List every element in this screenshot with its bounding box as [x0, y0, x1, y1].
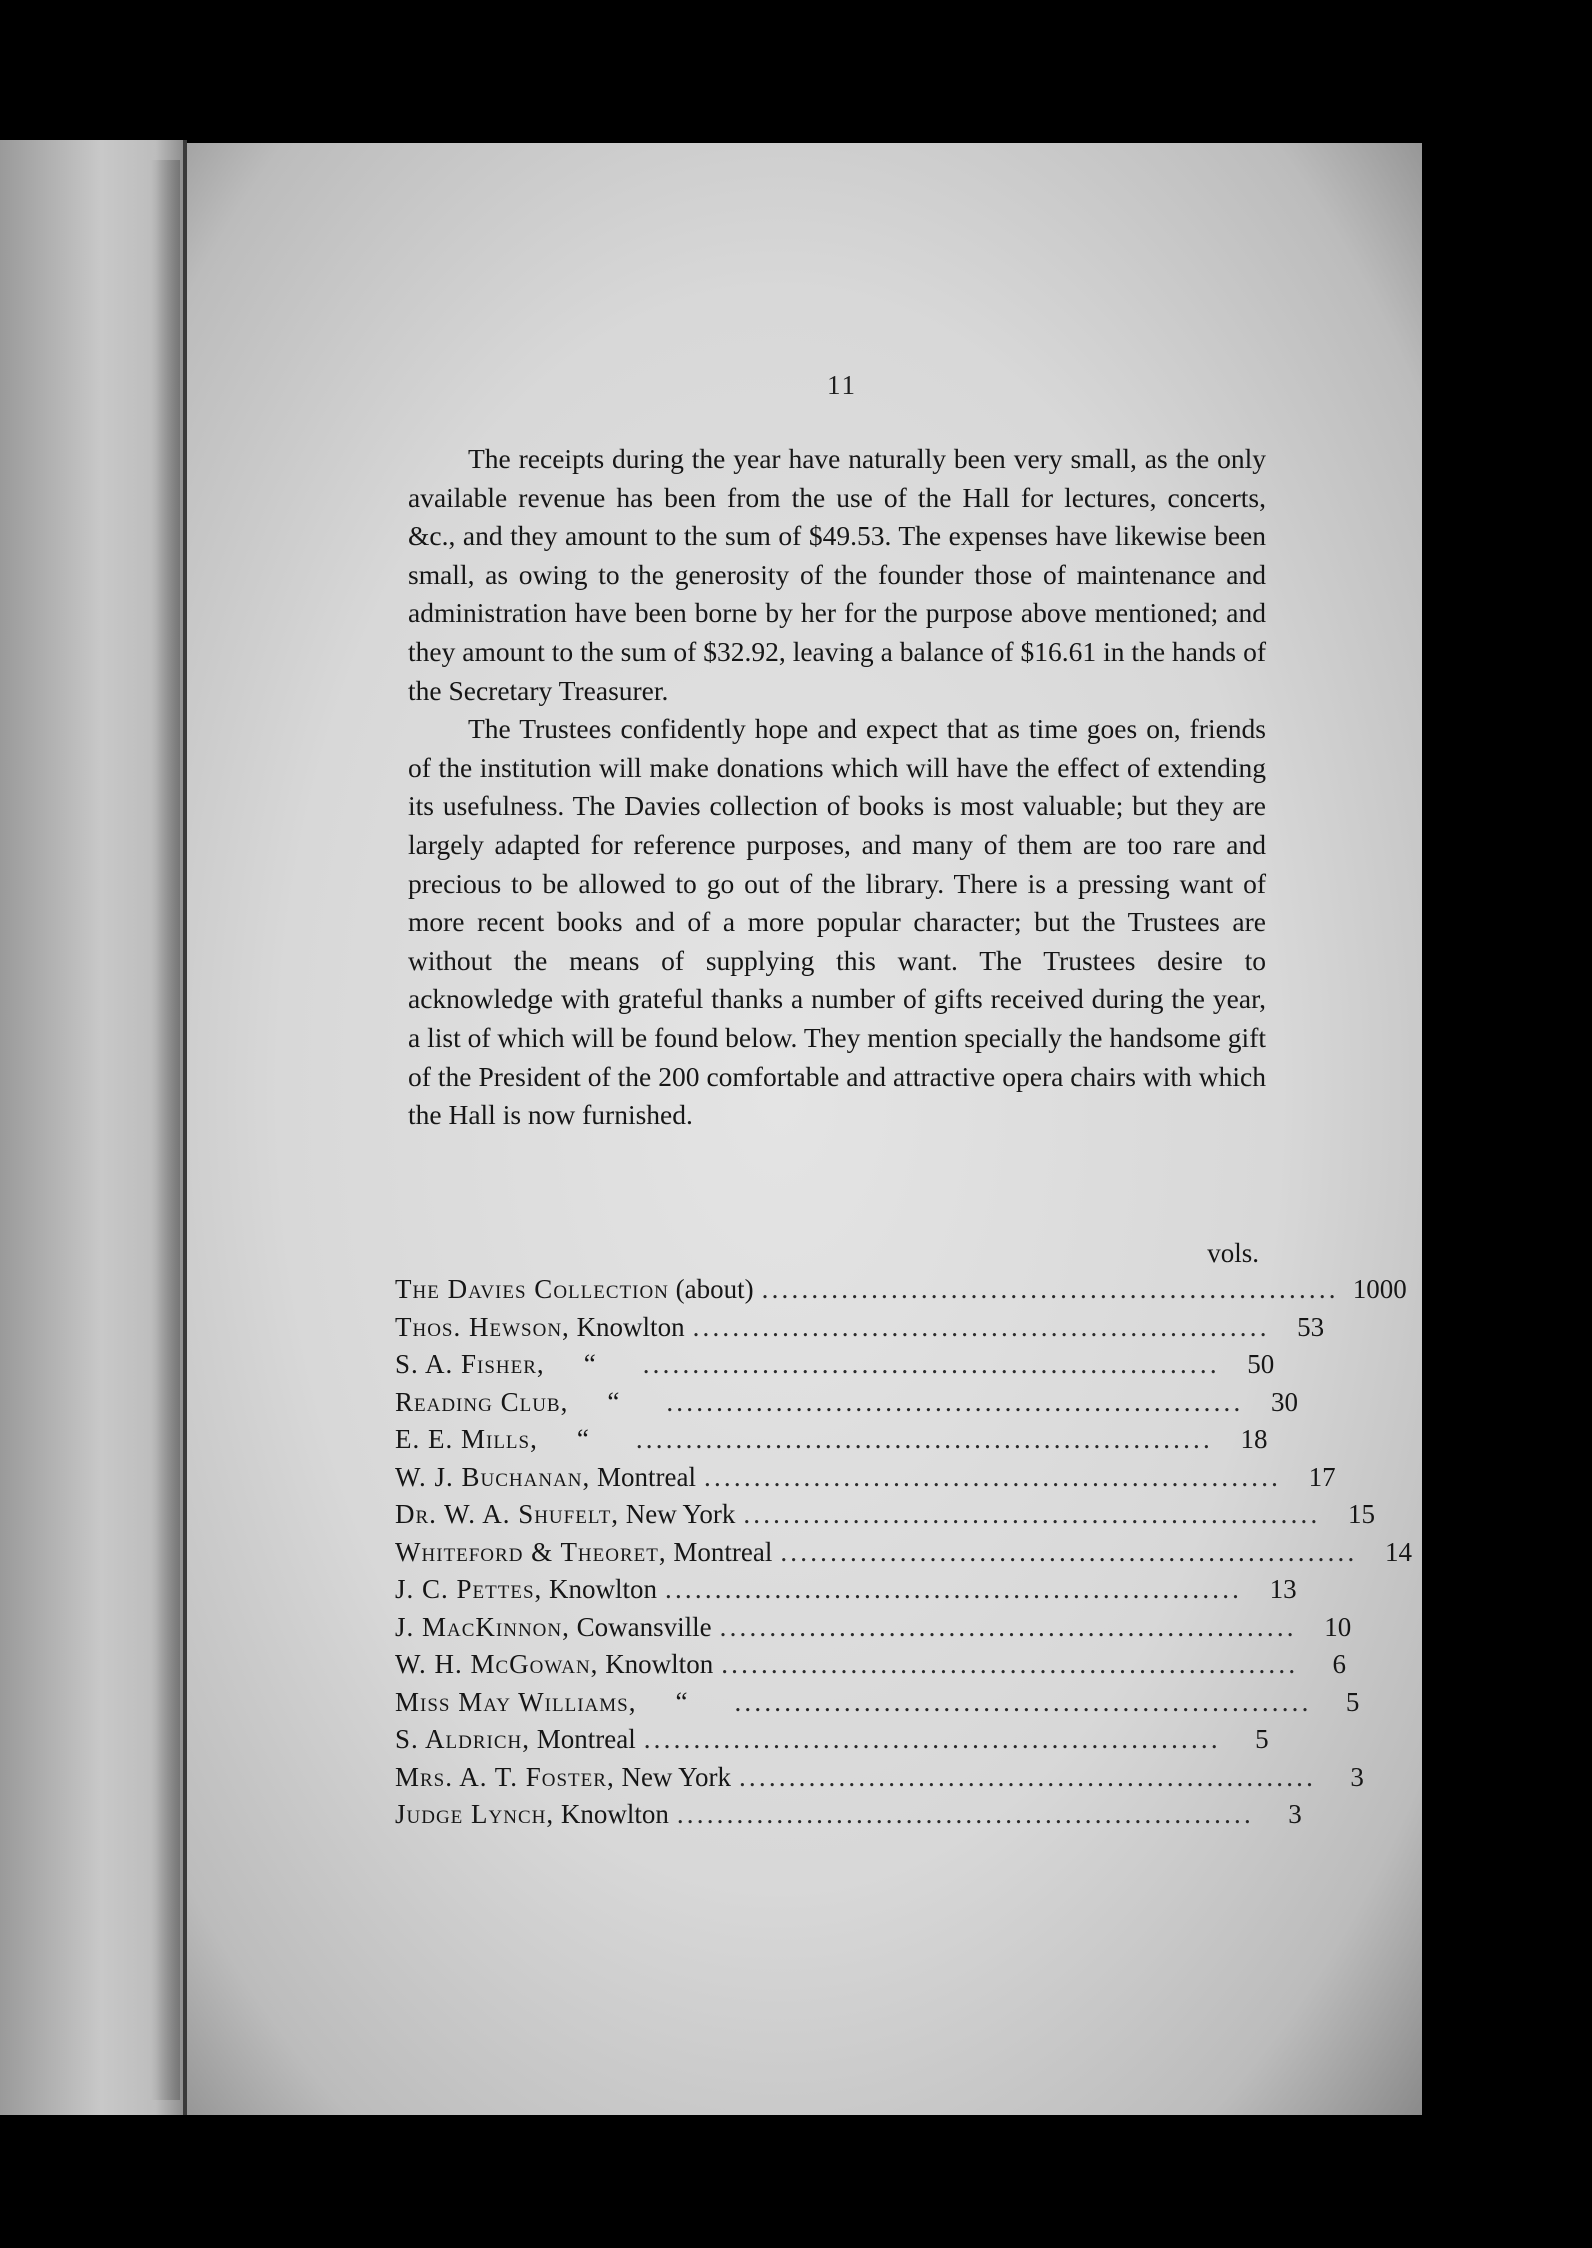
dot-leader: .......................................................... [721, 1649, 1299, 1679]
volume-count: 3 [1350, 1761, 1364, 1792]
gift-row [395, 1459, 1336, 1497]
volume-count: 18 [1240, 1424, 1268, 1454]
donor-name: S. A. Fisher, [395, 1349, 545, 1379]
gift-row [395, 1421, 1268, 1459]
gift-row [395, 1571, 1297, 1609]
donor-name: Reading Club, [395, 1386, 569, 1417]
body-text [408, 440, 1266, 1135]
page-number: 11 [827, 370, 857, 400]
dot-leader: .......................................................... [635, 1424, 1213, 1454]
gift-row [395, 1346, 1275, 1384]
donor-place: Knowlton [605, 1649, 714, 1679]
dot-leader: .......................................................... [780, 1536, 1358, 1567]
gift-row [395, 1309, 1325, 1347]
donor-place: Montreal [673, 1536, 773, 1567]
volume-count: 1000 [1352, 1274, 1407, 1304]
volume-count: 15 [1347, 1499, 1375, 1529]
dot-leader: .......................................................... [719, 1611, 1297, 1642]
donor-place: New York [625, 1499, 736, 1529]
gift-row [395, 1721, 1269, 1759]
donor-place: Montreal [536, 1724, 636, 1754]
volume-count: 6 [1332, 1649, 1347, 1679]
dot-leader: .......................................................... [704, 1461, 1282, 1492]
donor-place: Cowansville [576, 1611, 712, 1642]
dot-leader: .......................................................... [666, 1386, 1244, 1417]
donor-name: Thos. Hewson, [395, 1311, 570, 1342]
gifts-list [395, 1235, 1412, 1834]
donor-name: S. Aldrich, [395, 1724, 530, 1754]
gift-row [395, 1796, 1302, 1834]
volume-count: 30 [1270, 1386, 1298, 1417]
donor-place: Knowlton [549, 1574, 658, 1604]
dot-leader: .......................................................... [743, 1499, 1321, 1529]
dot-leader: .......................................................... [676, 1799, 1254, 1829]
volume-count: 13 [1269, 1574, 1297, 1604]
volume-count: 10 [1324, 1611, 1352, 1642]
paragraph-trustees: The Trustees confidently hope and expect that as time goes on, friends of the institution will make donations which will have the effect of extending its usefulness. The Davies collection of books is most valuable; but they are largely adapted for reference purposes, and many of them are too rare and precious to be allowed to go out of the library. There is a pressing want of more recent books and of a more popular character; but the Trustees are without the means of supplying this want. The Trustees desire to acknowledge with grateful thanks a number of gifts received during the year, a list of which will be found below. They mention specially the handsome gift of the President of the 200 comfortable and attractive opera chairs with which the Hall is now furnished. [408, 713, 1266, 1131]
volume-count: 5 [1345, 1686, 1360, 1717]
volume-count: 53 [1297, 1311, 1325, 1342]
dot-leader: .......................................................... [738, 1761, 1317, 1792]
donor-name: J. C. Pettes, [395, 1574, 543, 1604]
donor-place: (about) [675, 1274, 754, 1304]
donor-place-ditto: “ [675, 1686, 688, 1717]
dot-leader: .......................................................... [734, 1686, 1312, 1717]
gift-row [395, 1609, 1352, 1647]
volume-count: 5 [1255, 1724, 1269, 1754]
gift-row [395, 1496, 1375, 1534]
donor-name: The Davies Collection [395, 1274, 669, 1304]
donor-name: Miss May Williams, [395, 1686, 637, 1717]
donor-name: W. J. Buchanan, [395, 1461, 591, 1492]
donor-place: Knowlton [576, 1311, 685, 1342]
volume-count: 17 [1308, 1461, 1336, 1492]
donor-name: Judge Lynch, [395, 1799, 555, 1829]
volumes-column-header: vols. [1207, 1238, 1259, 1268]
paragraph-receipts: The receipts during the year have naturally been very small, as the only available revenue has been from the use of the Hall for lectures, concerts, &c., and they amount to the sum of $49.53. The expenses have likewise been small, as owing to the generosity of the founder those of maintenance and administration have been borne by her for the purpose above mentioned; and they amount to the sum of $32.92, leaving a balance of $16.61 in the hands of the Secretary Treasurer. [408, 443, 1266, 706]
gift-row [395, 1271, 1407, 1309]
dot-leader: .......................................................... [761, 1274, 1339, 1304]
donor-place-ditto: “ [583, 1349, 596, 1379]
gift-row [395, 1759, 1364, 1797]
donor-name: Whiteford & Theoret, [395, 1536, 667, 1567]
donor-place: Montreal [597, 1461, 697, 1492]
dot-leader: .......................................................... [665, 1574, 1243, 1604]
donor-place-ditto: “ [607, 1386, 620, 1417]
donor-name: Mrs. A. T. Foster, [395, 1761, 615, 1792]
donor-name: Dr. W. A. Shufelt, [395, 1499, 620, 1529]
page-fold-shadow [150, 160, 180, 2100]
donor-place: Knowlton [560, 1799, 669, 1829]
donor-place: New York [621, 1761, 731, 1792]
gift-row [395, 1684, 1360, 1722]
dot-leader: .......................................................... [643, 1724, 1221, 1754]
volume-count: 3 [1288, 1799, 1302, 1829]
volume-count: 50 [1247, 1349, 1275, 1379]
dot-leader: .......................................................... [692, 1311, 1270, 1342]
donor-name: W. H. McGowan, [395, 1649, 599, 1679]
gift-row [395, 1534, 1412, 1572]
dot-leader: .......................................................... [642, 1349, 1220, 1379]
gift-row [395, 1384, 1298, 1422]
volume-count: 14 [1384, 1536, 1412, 1567]
gift-row [395, 1646, 1347, 1684]
donor-name: J. MacKinnon, [395, 1611, 570, 1642]
donor-place-ditto: “ [576, 1424, 589, 1454]
donor-name: E. E. Mills, [395, 1424, 538, 1454]
